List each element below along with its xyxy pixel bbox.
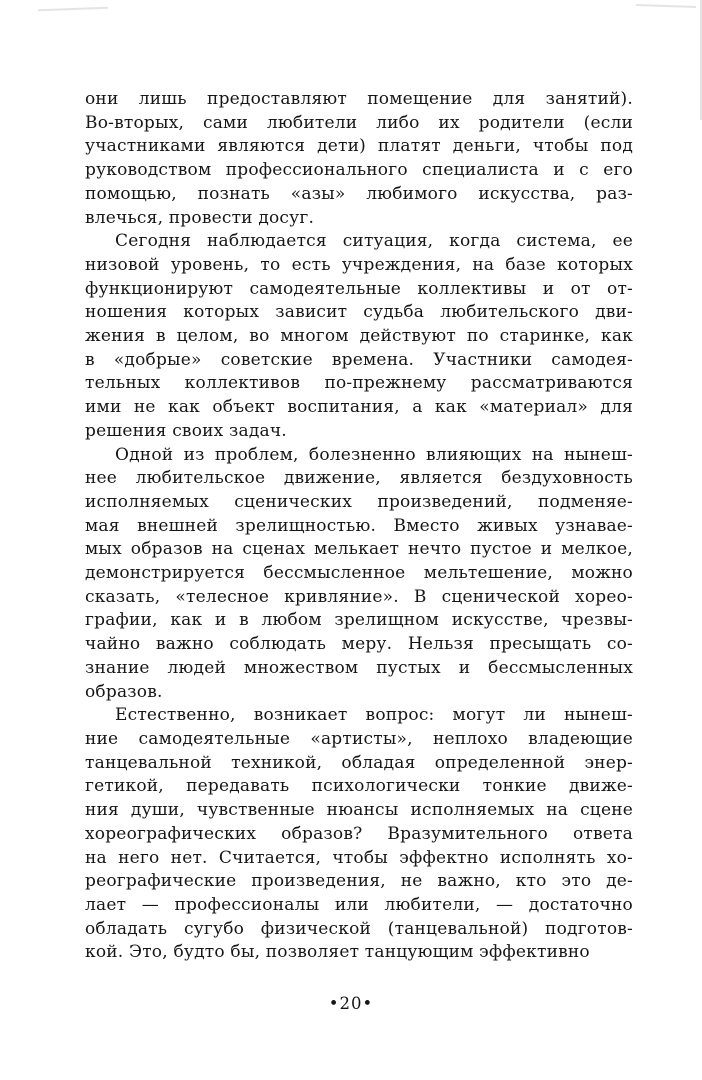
text-line: мая внешней зрелищностью. Вместо живых узнавае- <box>85 515 633 536</box>
text-line: образов. <box>85 681 163 702</box>
text-line: Естественно, возникает вопрос: могут ли нынеш- <box>115 705 633 726</box>
text-line: демонстрируется бессмысленное мельтешение, можно <box>85 563 633 584</box>
text-line: решения своих задач. <box>85 420 287 441</box>
text-line: мых образов на сценах мелькает нечто пустое и мелкое, <box>85 539 633 560</box>
text-line: ние самодеятельные «артисты», неплохо владеющие <box>85 728 633 749</box>
text-line: Одной из проблем, болезненно влияющих на нынеш- <box>115 444 633 465</box>
paragraph <box>85 704 633 965</box>
text-line: влечься, провести досуг. <box>85 207 315 228</box>
text-line: руководством профессионального специалиста и с его <box>85 160 633 181</box>
text-block <box>85 88 633 965</box>
page-number: •20• <box>328 994 374 1013</box>
text-line: сказать, «телесное кривляние». В сценической хорео- <box>85 586 633 607</box>
text-line: гетикой, передавать психологически тонкие движе- <box>85 776 633 797</box>
text-line: на него нет. Считается, чтобы эффектно исполнять хо- <box>85 847 633 868</box>
text-line: нее любительское движение, является бездуховность <box>85 468 633 489</box>
text-line: хореографических образов? Вразумительного ответа <box>85 823 633 844</box>
text-line: низовой уровень, то есть учреждения, на базе которых <box>85 254 633 275</box>
text-line: кой. Это, будто бы, позволяет танцующим эффективно <box>85 942 590 963</box>
text-line: ношения которых зависит судьба любительского дви- <box>85 302 633 323</box>
text-line: ния души, чувственные нюансы исполняемых на сцене <box>85 800 633 821</box>
text-line: чайно важно соблюдать меру. Нельзя пресыщать со- <box>85 634 633 655</box>
text-line: графии, как и в любом зрелищном искусстве, чрезвы- <box>85 610 633 631</box>
text-line: тельных коллективов по-прежнему рассматриваются <box>85 373 633 394</box>
text-line: функционируют самодеятельные коллективы и от от- <box>85 278 633 299</box>
text-line: реографические произведения, не важно, кто это де- <box>85 871 633 892</box>
text-line: ими не как объект воспитания, а как «материал» для <box>85 397 633 418</box>
paragraph <box>85 230 633 443</box>
paragraph <box>85 88 633 230</box>
paragraph <box>85 444 633 705</box>
text-line: Во-вторых, сами любители либо их родители (если <box>85 112 633 133</box>
text-line: помощью, познать «азы» любимого искусства, раз- <box>85 183 633 204</box>
text-line: обладать сугубо физической (танцевальной) подготов- <box>85 918 633 939</box>
text-line: исполняемых сценических произведений, подменяе- <box>85 491 633 512</box>
scan-artifact-top-left <box>38 7 108 11</box>
text-line: танцевальной техникой, обладая определенной энер- <box>85 752 633 773</box>
text-line: Сегодня наблюдается ситуация, когда система, ее <box>115 231 633 252</box>
text-line: лает — профессионалы или любители, — достаточно <box>85 894 633 915</box>
scan-artifact-top-right <box>636 4 696 8</box>
text-line: жения в целом, во многом действуют по старинке, как <box>85 326 633 347</box>
text-line: они лишь предоставляют помещение для занятий). <box>85 89 633 109</box>
text-line: участниками являются дети) платят деньги, чтобы под <box>85 136 633 157</box>
text-line: знание людей множеством пустых и бессмысленных <box>85 657 633 678</box>
text-line: в «добрые» советские времена. Участники самодея- <box>85 349 633 370</box>
